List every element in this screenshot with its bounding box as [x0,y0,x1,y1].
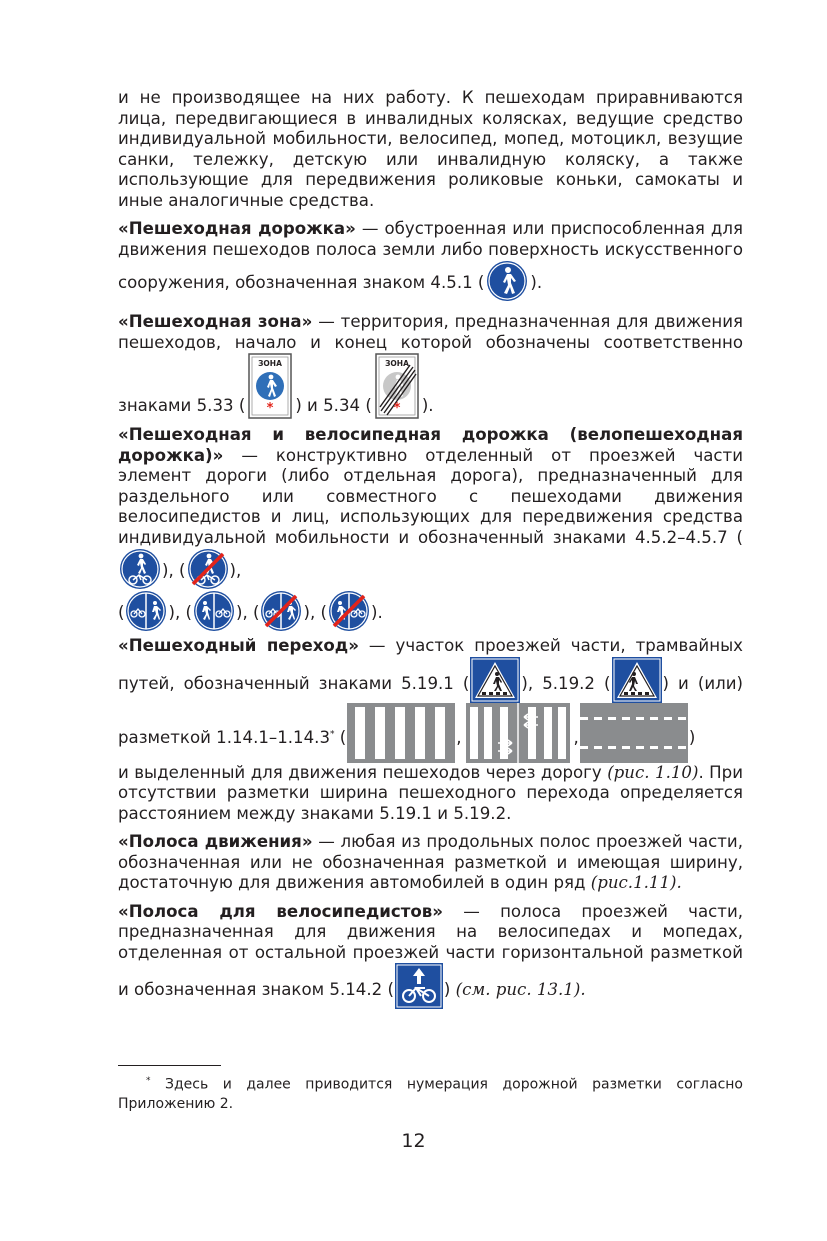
figure-reference: (рис.1.11). [590,873,682,892]
definition-bike-ped-path: «Пешеходная и велосипедная дорожка (велопешеходная дорожка)» — конструктивно отделенный от проезжей части элемент дороги (либо отдельная дорога), предназначенный для раздельного или совместного с пешеходами движения велосипедистов и лиц, использующих для передвижения средства индивидуальной мобильности и обозначенный знаками 4.5.2–4.5.7 ( ), ( ), ( ), ( ), ( ), ( ). [118,425,743,632]
definition-bike-lane: «Полоса для велосипедистов» — полоса проезжей части, предназначенная для движения на велосипедах и мопедах, отделенная от остальной проезжей части горизонтальной разметкой и обозначенная знаком 5.14.2 ( ) (см. рис. 13.1). [118,902,743,1010]
zone-label: ЗОНА [258,359,283,368]
definition-text: — территория, предназначенная для движения пешеходов, начало и конец которой обозначены соответственно знаками 5.33 ( [118,312,743,415]
footnote-divider [118,1065,221,1066]
marking-1-14-1-icon [347,703,455,763]
marking-1-14-3-icon [580,703,688,763]
definition-text: — обустроенная или приспособленная для движения пешеходов полоса земли либо поверхность искусственного сооружения, обозначенная знаком 4.5.1 ( [118,219,743,292]
definition-text: — участок проезжей части, трамвайных путей, обозначенный знаками 5.19.1 ( [118,636,743,693]
footnote: * Здесь и далее приводится нумерация дорожной разметки согласно Приложению 2. [118,1076,743,1112]
intro-paragraph: и не производящее на них работу. К пешеходам приравниваются лица, передвигающиеся в инвалидных колясках, ведущие средство индивидуальной мобильности, велосипед, мопед, мотоцикл, везущие санки, тележку, детскую или инвалидную коляску, а также использующие для передвижения роликовые коньки, самокаты и иные аналогичные средства. [118,88,743,210]
svg-text:*: * [393,401,401,416]
definition-text: — конструктивно отделенный от проезжей части элемент дороги (либо отдельная дорога), предназначенный для раздельного или совместного с пешеходами движения велосипедистов и лиц, использующих для передвижения средства индивидуальной мобильности и обозначенный знаками 4.5.2–4.5.7 ( [118,445,743,547]
page-number: 12 [401,1130,426,1152]
sign-4-5-3-icon [187,548,229,590]
sign-4-5-2-icon [119,548,161,590]
term: «Пешеходная зона» [118,312,313,331]
sign-4-5-5-icon [193,590,235,632]
sign-4-5-4-icon [125,590,167,632]
term: «Полоса движения» [118,832,313,851]
figure-reference: (рис. 1.10) [607,762,699,782]
definition-pedestrian-zone: «Пешеходная зона» — территория, предназначенная для движения пешеходов, начало и конец которой обозначены соответственно знаками 5.33 ( ЗОНА * ) и 5.34 ( ЗОНА * ). [118,312,743,419]
sign-5-33-zone-start-icon [248,353,292,419]
sign-4-5-1-pedestrian-icon [486,260,528,302]
term: «Пешеходный переход» [118,636,359,655]
sign-5-14-2-bike-lane-icon [395,963,443,1009]
sign-4-5-6-icon [260,590,302,632]
sign-4-5-7-icon [328,590,370,632]
term: «Полоса для велосипедистов» [118,901,443,921]
sign-5-34-zone-end-icon [375,353,419,419]
marking-1-14-2-icon [466,703,570,763]
term: «Пешеходная дорожка» [118,219,356,238]
definition-crosswalk: «Пешеходный переход» — участок проезжей части, трамвайных путей, обозначенный знаками 5.19.1 ( ), 5.19.2 ( ) и (или) разметкой 1.14.1–1.14.3* ( , , ) и выделенный для движения пешеходов через дорогу (рис. 1.10). При отсутствии разметки ширина пешеходного перехода определяется расстоянием между знаками 5.19.1 и 5.19.2. [118,636,743,823]
zone-label: ЗОНА [384,359,409,368]
figure-reference: (см. рис. 13.1). [455,980,586,999]
sign-5-19-1-crosswalk-icon [470,657,520,703]
term: «Пешеходная и велосипедная дорожка (велопешеходная дорожка)» [118,425,743,465]
definition-text: — полоса проезжей части, предназначенная для движения на велосипедах и мопедах, отделенная от остальной проезжей части горизонтальной разметкой и обозначенная знаком 5.14.2 ( [118,901,744,999]
svg-text:*: * [266,401,274,416]
sign-5-19-2-crosswalk-icon [612,657,662,703]
page-body [118,88,743,1017]
definition-text: — любая из продольных полос проезжей части, обозначенная или не обозначенная разметкой и имеющая ширину, достаточную для движения автомобилей в один ряд [118,832,743,892]
definition-pedestrian-path: «Пешеходная дорожка» — обустроенная или приспособленная для движения пешеходов полоса земли либо поверхность искусственного сооружения, обозначенная знаком 4.5.1 ( ). [118,219,743,302]
definition-traffic-lane [118,832,743,894]
